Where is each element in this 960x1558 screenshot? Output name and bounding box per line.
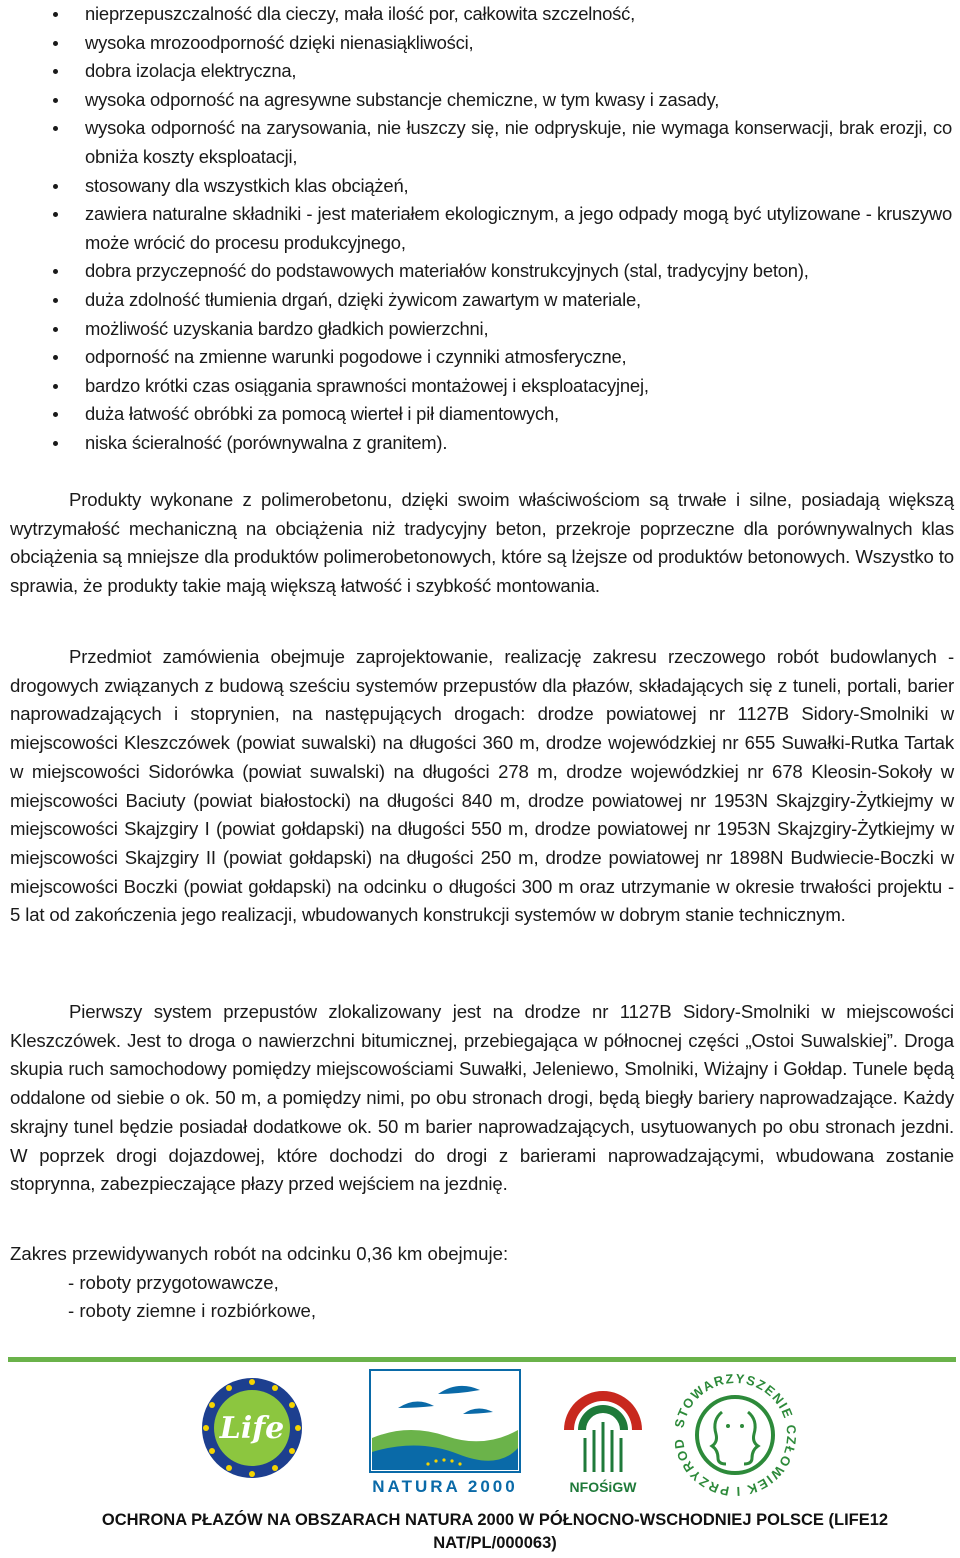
bullet-icon <box>53 126 58 131</box>
scope-item: - roboty ziemne i rozbiórkowe, <box>68 1300 317 1322</box>
life-logo <box>198 1372 306 1490</box>
feature-text: bardzo krótki czas osiągania sprawności montażowej i eksploatacyjnej, <box>85 374 649 396</box>
feature-item <box>0 200 960 257</box>
feature-item <box>0 86 960 115</box>
paragraph-first-system: Pierwszy system przepustów zlokalizowany jest na drodze nr 1127B Sidory-Smolniki w miejscowości Kleszczówek. Jest to droga o nawierzchni bitumicznej, przebiegająca w północnej części „Ostoi Suwalskiej”. Droga skupia ruch samochodowy pomiędzy miejscowościami Suwałki, Jeleniewo, Smolniki, Wiżajny i Gołdap. Tunele będą oddalone od siebie o ok. 50 m, a pomiędzy nimi, po obu stronach drogi, będą biegły bariery naprowadzające. Każdy skrajny tunel będzie posiadał dodatkowe ok. 50 m barier naprowadzających, usytuowanych po obu stronach jezdni. W poprzek drogi dojazdowej, które dochodzi do drogi z barierami naprowadzającymi, wbudowana zostanie stoprynna, zabezpieczające płazy przed wejściem na jezdnię. <box>10 1001 954 1195</box>
feature-item <box>0 400 960 429</box>
feature-item <box>0 0 960 29</box>
footer-line-1: OCHRONA PŁAZÓW NA OBSZARACH NATURA 2000 W PÓŁNOCNO-WSCHODNIEJ POLSCE (LIFE12 <box>101 1511 889 1529</box>
stowarzyszenie-logo <box>670 1370 800 1500</box>
feature-text: zawiera naturalne składniki - jest materiałem ekologicznym, a jego odpady mogą być utylizowane - kruszywo może wrócić do procesu produkcyjnego, <box>85 203 952 253</box>
life-logo-text: Life <box>219 1411 285 1446</box>
feature-item <box>0 257 960 286</box>
natura-logo-text: NATURA 2000 <box>372 1477 518 1496</box>
nfosigw-logo-text: NFOŚiGW <box>569 1479 637 1495</box>
bullet-icon <box>53 69 58 74</box>
feature-text: wysoka mrozoodporność dzięki nienasiąkliwości, <box>85 31 474 53</box>
feature-text: stosowany dla wszystkich klas obciążeń, <box>85 174 409 196</box>
natura-2000-logo <box>368 1368 523 1498</box>
stowarzyszenie-ring-text: STOWARZYSZENIE CZŁOWIEK I PRZYROD <box>670 1370 800 1500</box>
bullet-icon <box>53 384 58 389</box>
scope-intro: Zakres przewidywanych robót na odcinku 0,36 km obejmuje: <box>10 1243 509 1264</box>
paragraph-products: Produkty wykonane z polimerobetonu, dzięki swoim właściwościom są trwałe i silne, posiadają większą wytrzymałość mechaniczną na obciążenia niż tradycyjny beton, przekroje poprzeczne dla porównywalnych klas obciążenia są mniejsze dla produktów polimerobetonowych, które są lżejsze od produktów betonowych. Wszystko to sprawia, że produkty takie mają większą łatwość i szybkość montowania. <box>10 489 954 597</box>
features-list <box>0 0 960 458</box>
bullet-icon <box>53 184 58 189</box>
bullet-icon <box>53 327 58 332</box>
feature-text: wysoka odporność na zarysowania, nie łuszczy się, nie odpryskuje, nie wymaga konserwacji, brak erozji, co obniża koszty eksploatacji, <box>85 117 952 167</box>
feature-text: duża łatwość obróbki za pomocą wierteł i pił diamentowych, <box>85 403 559 425</box>
feature-text: dobra izolacja elektryczna, <box>85 60 297 82</box>
footer-project-title <box>80 1509 910 1554</box>
feature-text: duża zdolność tłumienia drgań, dzięki żywicom zawartym w materiale, <box>85 288 641 310</box>
footer-line-2: NAT/PL/000063) <box>433 1533 557 1552</box>
scope-item: - roboty przygotowawcze, <box>68 1271 279 1293</box>
feature-text: możliwość uzyskania bardzo gładkich powierzchni, <box>85 317 489 339</box>
feature-text: niska ścieralność (porównywalna z granitem). <box>85 431 448 453</box>
nfosigw-logo <box>558 1368 648 1498</box>
bullet-icon <box>53 12 58 17</box>
feature-item <box>0 372 960 401</box>
bullet-icon <box>53 355 58 360</box>
bullet-icon <box>53 298 58 303</box>
bullet-icon <box>53 441 58 446</box>
feature-item <box>0 429 960 458</box>
feature-item <box>0 172 960 201</box>
feature-item <box>0 343 960 372</box>
bullet-icon <box>53 41 58 46</box>
feature-text: wysoka odporność na agresywne substancje chemiczne, w tym kwasy i zasady, <box>85 88 720 110</box>
bullet-icon <box>53 412 58 417</box>
feature-text: nieprzepuszczalność dla cieczy, mała ilość por, całkowita szczelność, <box>85 3 636 24</box>
bullet-icon <box>53 269 58 274</box>
bullet-icon <box>53 98 58 103</box>
feature-text: dobra przyczepność do podstawowych materiałów konstrukcyjnych (stal, tradycyjny beton), <box>85 260 809 282</box>
feature-item <box>0 315 960 344</box>
svg-text:STOWARZYSZENIE CZŁOWIEK I PRZY <box>670 1370 799 1499</box>
feature-text: odporność na zmienne warunki pogodowe i czynniki atmosferyczne, <box>85 346 627 368</box>
feature-item <box>0 29 960 58</box>
feature-item <box>0 286 960 315</box>
footer-divider <box>8 1357 956 1362</box>
paragraph-order-subject: Przedmiot zamówienia obejmuje zaprojektowanie, realizację zakresu rzeczowego robót budowlanych - drogowych związanych z budową sześciu systemów przepustów dla płazów, składających się z tuneli, portali, barier naprowadzających i stoprynien, na następujących drogach: drodze powiatowej nr 1127B Sidory-Smolniki w miejscowości Kleszczówek (powiat suwalski) na długości 360 m, drodze wojewódzkiej nr 655 Suwałki-Rutka Tartak w miejscowości Sidorówka (powiat suwalski) na długości 278 m, drodze wojewódzkiej nr 678 Kleosin-Sokoły w miejscowości Baciuty (powiat białostocki) na długości 840 m, drodze powiatowej nr 1953N Skajzgiry-Żytkiejmy w miejscowości Skajzgiry I (powiat gołdapski) na długości 550 m, drodze powiatowej nr 1953N Skajzgiry-Żytkiejmy w miejscowości Skajzgiry II (powiat gołdapski) na długości 250 m, drodze powiatowej nr 1898N Budwiecie-Boczki w miejscowości Boczki (powiat gołdapski) na odcinku o długości 300 m oraz utrzymanie w okresie trwałości projektu - 5 lat od zakończenia jego realizacji, wbudowanych konstrukcji systemów w dobrym stanie technicznym. <box>10 646 954 926</box>
bullet-icon <box>53 212 58 217</box>
scope-of-works <box>10 1240 954 1326</box>
feature-item <box>0 57 960 86</box>
feature-item <box>0 114 960 171</box>
